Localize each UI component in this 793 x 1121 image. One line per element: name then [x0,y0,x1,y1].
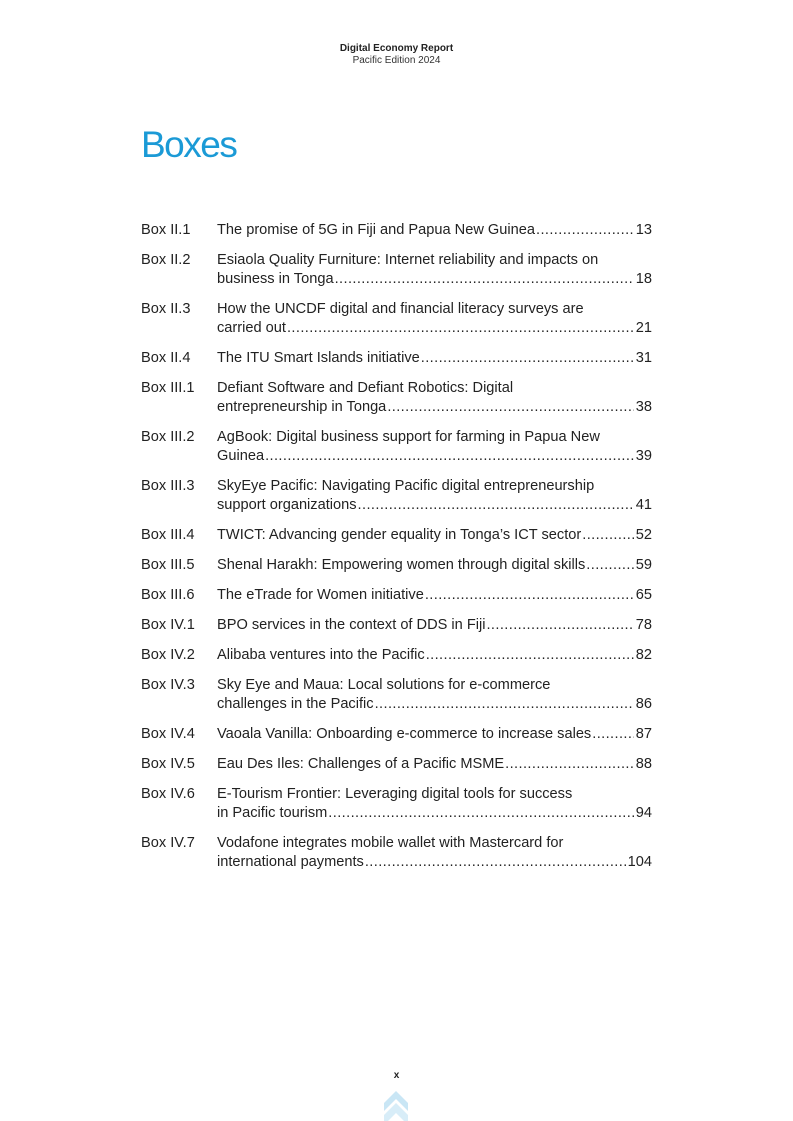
report-edition: Pacific Edition 2024 [352,55,441,66]
toc-entry[interactable] [141,616,652,635]
dot-leader [536,221,634,240]
box-title-line: Sky Eye and Maua: Local solutions for e-commerce [217,677,551,693]
boxes-list [141,221,652,883]
toc-entry[interactable] [141,834,652,872]
page-reference: 82 [635,647,652,663]
box-title [217,428,652,466]
box-title [217,646,652,665]
box-title-text: in Pacific tourism [217,805,328,821]
box-number: Box III.5 [141,557,195,573]
dot-leader [375,695,634,714]
box-title-last-line [217,526,652,545]
toc-entry[interactable] [141,676,652,714]
box-title-text: Alibaba ventures into the Pacific [217,647,425,663]
box-title-line: E-Tourism Frontier: Leveraging digital tools for success [217,786,573,802]
dot-leader [586,556,633,575]
toc-entry[interactable] [141,379,652,417]
page-reference: 65 [635,587,652,603]
box-title-last-line [217,646,652,665]
box-number: Box IV.3 [141,677,195,693]
box-title-text: business in Tonga [217,271,334,287]
box-number: Box IV.1 [141,617,195,633]
box-title-text: Shenal Harakh: Empowering women through digital skills [217,557,586,573]
dot-leader [426,646,634,665]
box-number: Box III.3 [141,478,195,494]
dot-leader [328,804,633,823]
box-title-last-line [217,616,652,635]
toc-entry[interactable] [141,477,652,515]
box-title-text: The ITU Smart Islands initiative [217,350,420,366]
box-title-last-line [217,319,652,338]
box-title-line: Vodafone integrates mobile wallet with Mastercard for [217,835,564,851]
box-number: Box IV.5 [141,756,195,772]
dot-leader [486,616,633,635]
box-number: Box II.1 [141,222,191,238]
box-title-last-line [217,398,652,417]
page-reference: 13 [635,222,652,238]
page-reference: 41 [635,497,652,513]
box-title-text: The eTrade for Women initiative [217,587,424,603]
box-title-last-line [217,496,652,515]
dot-leader [421,349,634,368]
box-number: Box III.2 [141,429,195,445]
box-title-last-line [217,853,652,872]
chevron-up-icon [383,1089,409,1121]
box-title [217,556,652,575]
box-title-line: Esiaola Quality Furniture: Internet reliability and impacts on [217,252,599,268]
box-title [217,300,652,338]
box-number: Box IV.4 [141,726,195,742]
page-reference: 86 [635,696,652,712]
box-title-text: challenges in the Pacific [217,696,374,712]
box-title-last-line [217,270,652,289]
box-title-last-line [217,447,652,466]
box-title [217,477,652,515]
toc-entry[interactable] [141,586,652,605]
toc-entry[interactable] [141,221,652,240]
box-number: Box III.4 [141,527,195,543]
box-title [217,676,652,714]
dot-leader [365,853,626,872]
box-title-text: support organizations [217,497,357,513]
dot-leader [425,586,634,605]
page-reference: 94 [635,805,652,821]
box-title-text: international payments [217,854,364,870]
box-number: Box II.4 [141,350,191,366]
box-title-text: The promise of 5G in Fiji and Papua New Guinea [217,222,535,238]
dot-leader [387,398,633,417]
box-number: Box II.3 [141,301,191,317]
toc-entry[interactable] [141,251,652,289]
page-reference: 104 [627,854,652,870]
box-title-line: Defiant Software and Defiant Robotics: Digital [217,380,514,396]
page-reference: 21 [635,320,652,336]
box-title [217,586,652,605]
page-reference: 88 [635,756,652,772]
box-title [217,349,652,368]
dot-leader [335,270,634,289]
box-title [217,616,652,635]
toc-entry[interactable] [141,646,652,665]
toc-entry[interactable] [141,428,652,466]
box-title-last-line [217,221,652,240]
toc-entry[interactable] [141,725,652,744]
toc-entry[interactable] [141,526,652,545]
toc-entry[interactable] [141,349,652,368]
box-title [217,785,652,823]
page-reference: 38 [635,399,652,415]
toc-entry[interactable] [141,785,652,823]
box-title-text: Vaoala Vanilla: Onboarding e-commerce to increase sales [217,726,592,742]
box-number: Box II.2 [141,252,191,268]
page-reference: 31 [635,350,652,366]
box-title [217,221,652,240]
page-reference: 59 [635,557,652,573]
page-reference: 52 [635,527,652,543]
running-header [0,43,793,67]
box-title-last-line [217,556,652,575]
page-reference: 87 [635,726,652,742]
box-number: Box IV.6 [141,786,195,802]
page-number: x [393,1070,400,1081]
box-title-line: How the UNCDF digital and financial literacy surveys are [217,301,584,317]
dot-leader [505,755,634,774]
box-title-last-line [217,755,652,774]
box-title [217,834,652,872]
box-number: Box IV.7 [141,835,195,851]
box-title [217,379,652,417]
dot-leader [358,496,634,515]
box-title [217,526,652,545]
report-title: Digital Economy Report [339,43,454,54]
box-title [217,725,652,744]
box-title [217,251,652,289]
box-title-line: AgBook: Digital business support for farming in Papua New [217,429,600,445]
page-reference: 39 [635,448,652,464]
page-reference: 78 [635,617,652,633]
box-title-text: TWICT: Advancing gender equality in Tonga’s ICT sector [217,527,582,543]
dot-leader [582,526,634,545]
page-reference: 18 [635,271,652,287]
box-title-last-line [217,586,652,605]
dot-leader [592,725,634,744]
dot-leader [287,319,634,338]
box-title-text: entrepreneurship in Tonga [217,399,387,415]
box-title-text: BPO services in the context of DDS in Fiji [217,617,486,633]
toc-entry[interactable] [141,556,652,575]
box-title-text: Guinea [217,448,265,464]
box-number: Box III.6 [141,587,195,603]
box-title-text: carried out [217,320,286,336]
box-title-text: Eau Des Iles: Challenges of a Pacific MSME [217,756,505,772]
box-title-last-line [217,695,652,714]
box-title-line: SkyEye Pacific: Navigating Pacific digital entrepreneurship [217,478,595,494]
box-title-last-line [217,804,652,823]
dot-leader [265,447,634,466]
page-title: Boxes [141,124,237,165]
box-title-last-line [217,725,652,744]
box-number: Box IV.2 [141,647,195,663]
toc-entry[interactable] [141,755,652,774]
box-title [217,755,652,774]
toc-entry[interactable] [141,300,652,338]
box-title-last-line [217,349,652,368]
box-number: Box III.1 [141,380,195,396]
